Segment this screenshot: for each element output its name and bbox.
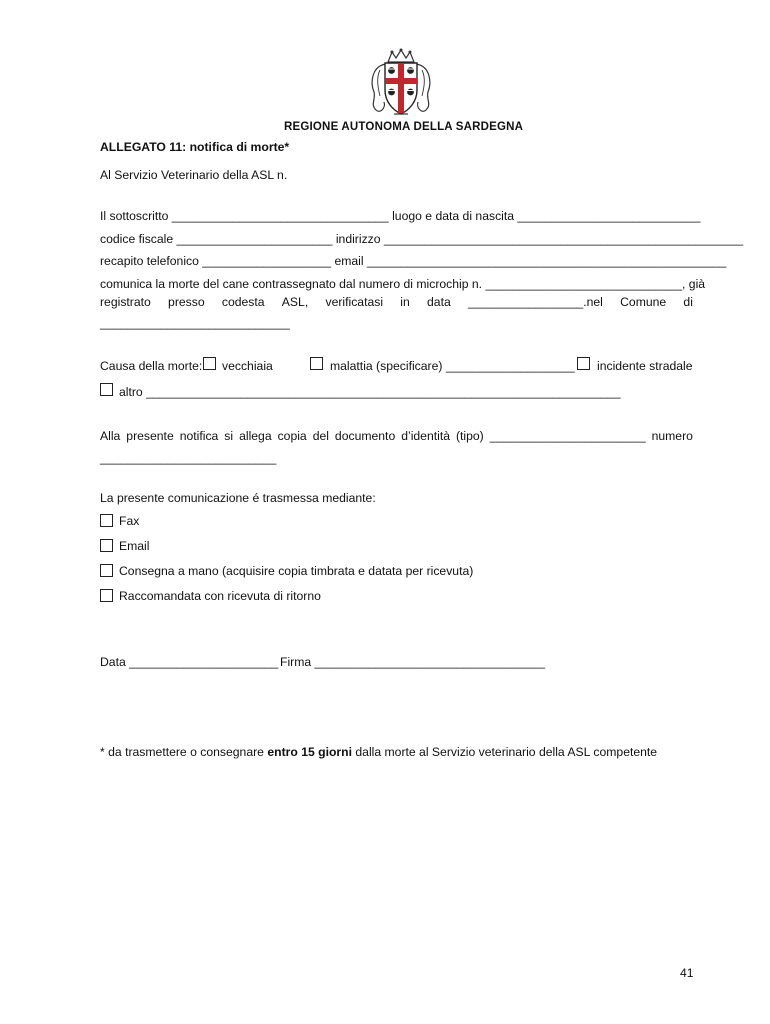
region-name: REGIONE AUTONOMA DELLA SARDEGNA — [284, 121, 524, 133]
word: d’identità — [401, 429, 450, 443]
cause-other-label[interactable]: altro ______________________________________________________________________ — [119, 385, 621, 399]
footnote-deadline: entro 15 giorni — [267, 745, 352, 759]
cause-illness-label[interactable]: malattia (specificare) ___________________ — [330, 359, 575, 373]
checkbox-other[interactable] — [100, 383, 113, 396]
option-label: Raccomandata con ricevuta di ritorno — [119, 589, 321, 603]
transmission-option-fax[interactable] — [100, 514, 139, 528]
page-number: 41 — [680, 966, 694, 980]
form-line-fiscal-address — [100, 232, 744, 246]
word: codesta — [221, 295, 265, 309]
checkbox-hand-delivery[interactable] — [100, 564, 113, 577]
checkbox-illness[interactable] — [310, 357, 323, 370]
transmission-intro: La presente comunicazione é trasmessa mediante: — [100, 491, 376, 505]
signature-field[interactable]: Firma __________________________________ — [280, 655, 545, 669]
microchip-field[interactable]: comunica la morte del cane contrassegnato dal numero di microchip n. _____________________________, già — [100, 277, 706, 291]
word: documento — [334, 429, 396, 443]
footnote-text: dalla morte al Servizio veterinario della ASL competente — [352, 745, 658, 759]
word: presente — [126, 429, 174, 443]
form-line-microchip — [100, 277, 706, 291]
word: data — [427, 295, 451, 309]
form-line-name — [100, 209, 701, 223]
recipient-line: Al Servizio Veterinario della ASL n. — [100, 168, 288, 182]
annex-title: ALLEGATO 11: notifica di morte* — [100, 140, 290, 154]
date-field[interactable]: Data ______________________ — [100, 655, 279, 669]
word: numero — [651, 429, 693, 443]
word: verificatasi — [325, 295, 384, 309]
word: registrato — [100, 295, 151, 309]
word: in — [400, 295, 410, 309]
word: si — [224, 429, 234, 443]
checkbox-old-age[interactable] — [203, 357, 216, 370]
word: presso — [168, 295, 205, 309]
option-label: Email — [119, 539, 150, 553]
option-label: Fax — [119, 514, 140, 528]
transmission-option-email[interactable] — [100, 539, 149, 553]
word: (tipo) — [455, 429, 484, 443]
fiscal-address-field[interactable]: codice fiscale _______________________ indirizzo _____________________________________________________ — [100, 232, 744, 246]
document-number-field[interactable]: __________________________ — [100, 451, 277, 465]
word: copia — [277, 429, 307, 443]
form-line-phone-email — [100, 254, 727, 268]
footnote — [100, 745, 657, 759]
cause-old-age-label: vecchiaia — [222, 359, 273, 373]
checkbox-email[interactable] — [100, 539, 113, 552]
checkbox-registered-mail[interactable] — [100, 589, 113, 602]
word: di — [683, 295, 693, 309]
phone-email-field[interactable]: recapito telefonico ___________________ email _____________________________________________________ — [100, 254, 727, 268]
word: allega — [239, 429, 272, 443]
document-type-field[interactable]: _______________________ — [489, 429, 646, 443]
word: ASL, — [281, 295, 309, 309]
cause-label: Causa della morte: — [100, 359, 203, 373]
checkbox-fax[interactable] — [100, 514, 113, 527]
word: Comune — [620, 295, 667, 309]
word: notifica — [179, 429, 219, 443]
form-line-registered — [100, 295, 693, 309]
footnote-text: * da trasmettere o consegnare — [100, 745, 268, 759]
word: Alla — [100, 429, 121, 443]
region-crest-logo — [366, 48, 436, 120]
option-label: Consegna a mano (acquisire copia timbrata e datata per ricevuta) — [119, 564, 474, 578]
word: del — [312, 429, 329, 443]
identity-document-line — [100, 429, 693, 443]
death-date-field[interactable]: _________________.nel — [467, 295, 603, 309]
transmission-option-registered-mail[interactable] — [100, 589, 321, 603]
cause-road-accident-label: incidente stradale — [597, 359, 693, 373]
checkbox-road-accident[interactable] — [577, 357, 590, 370]
undersigned-birth-field[interactable]: Il sottoscritto ________________________________ luogo e data di nascita ___________________________ — [100, 209, 701, 223]
transmission-option-hand-delivery[interactable] — [100, 564, 473, 578]
municipality-field[interactable]: ____________________________ — [100, 316, 290, 330]
